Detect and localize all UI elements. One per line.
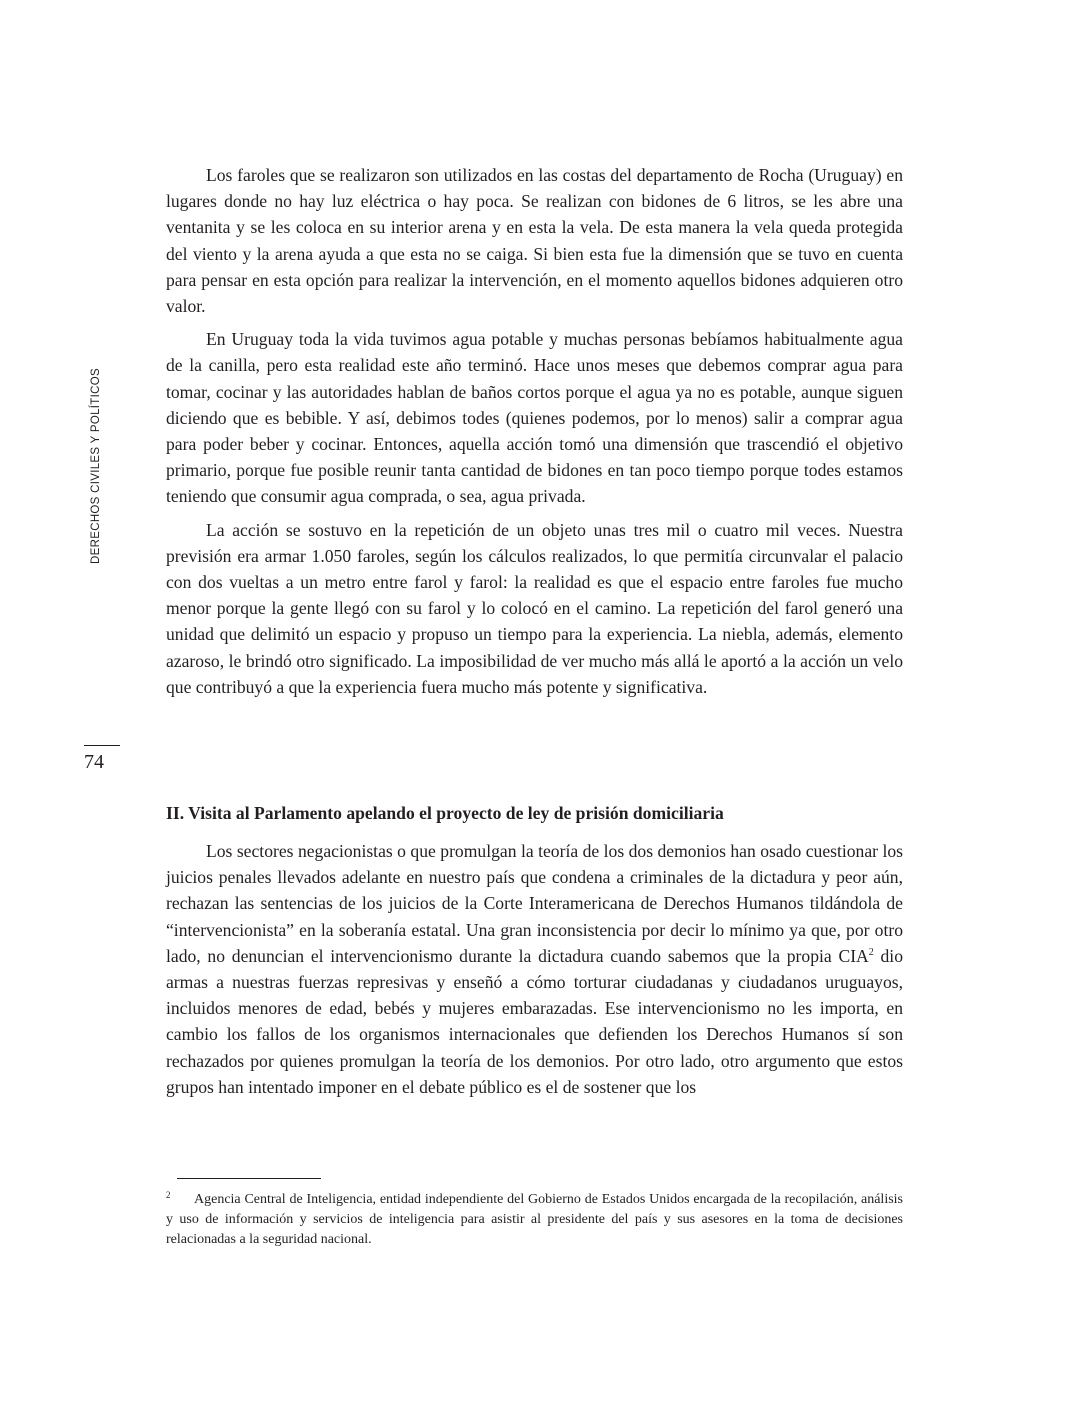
footnote-number: 2 [166,1190,171,1200]
footnote-text: Agencia Central de Inteligencia, entidad independiente del Gobierno de Estados Unidos encargada de la recopilación, análisis y uso de información y servicios de inteligencia para asistir al presidente del país y sus asesores en la toma de decisiones relacionadas a la seguridad nacional. [166,1192,903,1247]
paragraph-negacionistas [166,838,903,1100]
paragraph-agua-potable: En Uruguay toda la vida tuvimos agua potable y muchas personas bebíamos habitualmente agua de la canilla, pero esta realidad este año terminó. Hace unos meses que debemos comprar agua para tomar, cocinar y las autoridades hablan de baños cortos porque el agua ya no es potable, aunque siguen diciendo que es bebible. Y así, debimos todes (quienes podemos, por lo menos) salir a comprar agua para poder beber y cocinar. Entonces, aquella acción tomó una dimensión que trascendió el objetivo primario, porque fue posible reunir tanta cantidad de bidones en tan poco tiempo porque todes estamos teniendo que consumir agua comprada, o sea, agua privada. [166,329,903,507]
footnote-separator [177,1178,321,1179]
section-heading: II. Visita al Parlamento apelando el proyecto de ley de prisión domiciliaria [166,803,724,823]
footnote-reference: 2 [868,946,874,958]
page-number-rule [84,745,120,746]
paragraph-text-before-ref: Los sectores negacionistas o que promulgan la teoría de los dos demonios han osado cuestionar los juicios penales llevados adelante en nuestro país que condena a criminales de la dictadura y peor aún, rechazan las sentencias de los juicios de la Corte Interamericana de Derechos Humanos tildándola de “intervencionista” en la soberanía estatal. Una gran inconsistencia por decir lo mínimo ya que, por otro lado, no denuncian el intervencionismo durante la dictadura cuando sabemos que la propia CIA [166,841,903,966]
body-text-section [166,838,903,1107]
paragraph-repeticion: La acción se sostuvo en la repetición de un objeto unas tres mil o cuatro mil veces. Nuestra previsión era armar 1.050 faroles, según los cálculos realizados, lo que permitía circunvalar el palacio con dos vueltas a un metro entre farol y farol: la realidad es que el espacio entre faroles fue mucho menor porque la gente llegó con su farol y lo colocó en el camino. La repetición del farol generó una unidad que delimitó un espacio y propuso un tiempo para la experiencia. La niebla, además, elemento azaroso, le brindó otro significado. La imposibilidad de ver mucho más allá le aportó a la acción un velo que contribuyó a que la experiencia fuera mucho más potente y significativa. [166,519,903,697]
running-section-label: DERECHOS CIVILES Y POLÍTICOS [90,368,102,564]
paragraph-faroles: Los faroles que se realizaron son utilizados en las costas del departamento de Rocha (Uruguay) en lugares donde no hay luz eléctrica o hay poca. Se realizan con bidones de 6 litros, se les abre una ventanita y se les coloca en su interior arena y en esta la vela. De esta manera la vela queda protegida del viento y la arena ayuda a que esta no se caiga. Si bien esta fue la dimensión que se tuvo en cuenta para pensar en esta opción para realizar la intervención, en el momento aquellos bidones adquieren otro valor. [166,165,903,317]
body-text-top [166,162,903,707]
footnote [166,1185,903,1250]
page-number: 74 [84,751,104,773]
paragraph-text-after-ref: dio armas a nuestras fuerzas represivas y enseñó a cómo torturar ciudadanas y ciudadanos uruguayos, incluidos menores de edad, bebés y mujeres embarazadas. Ese intervencionismo no les importa, en cambio los fallos de los organismos internacionales que defienden los Derechos Humanos sí son rechazados por quienes promulgan la teoría de los demonios. Por otro lado, otro argumento que estos grupos han intentado imponer en el debate público es el de sostener que los [166,945,903,1097]
